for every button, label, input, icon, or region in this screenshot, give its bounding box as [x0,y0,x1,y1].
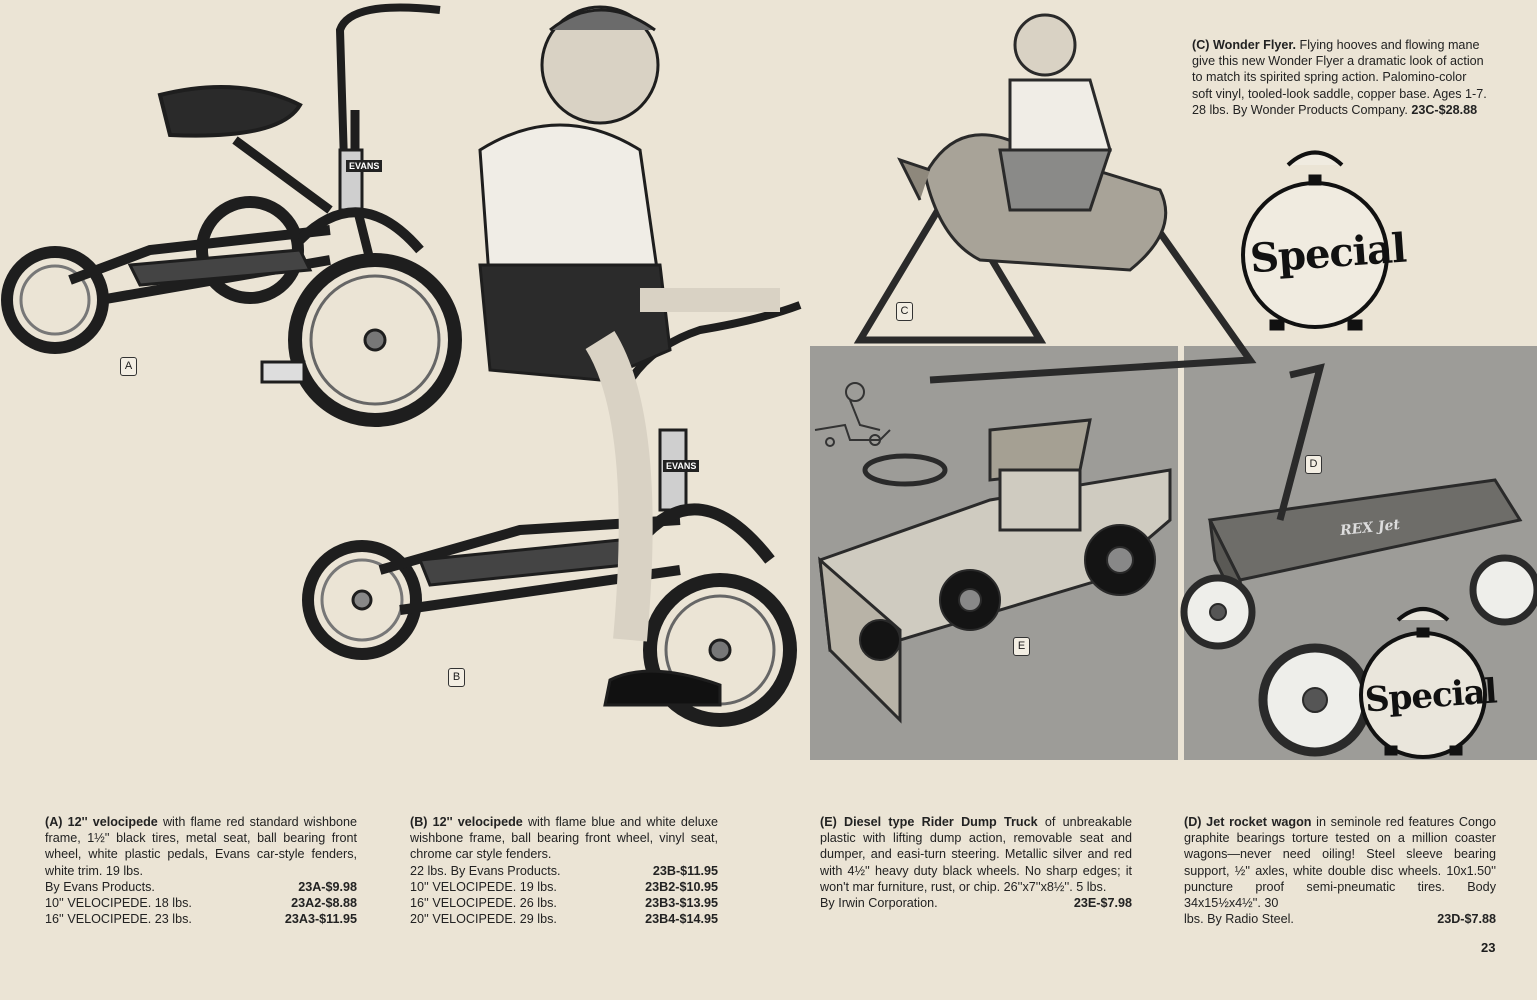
item-b-price-row: 22 lbs. By Evans Products. 23B-$11.95 [410,863,718,878]
item-b-title: (B) 12'' velocipede [410,815,523,829]
item-c-description [1192,37,1490,118]
item-e-description [820,814,1132,911]
marker-c: C [896,302,913,321]
marker-b: B [448,668,465,687]
item-a-title: (A) 12'' velocipede [45,815,158,829]
item-a-price-row: 16'' VELOCIPEDE. 23 lbs. 23A3-$11.95 [45,912,357,927]
item-a-description [45,814,357,927]
item-a-body: with flame red standard wishbone frame, 1½'' black tires, metal seat, ball bearing front wheel, white plastic pedals, Evans car-style fenders, white trim. 19 lbs. [45,815,358,878]
special-badge-label-top: Special [1248,224,1408,283]
wagon-brand-label: REX Jet [1339,516,1401,540]
item-c-body: Flying hooves and flowing mane give this new Wonder Flyer a dramatic look of action to match its spirited spring action. Palomino-color soft vinyl, tooled-look saddle, copper base. Ages 1-7. 28 lbs. By Wonder Products Company. [1192,38,1487,117]
tricycle-a-illustration [7,8,455,421]
item-e-price-row: By Irwin Corporation. 23E-$7.98 [820,896,1132,911]
marker-e: E [1013,637,1030,656]
item-b-price-row: 10'' VELOCIPEDE. 19 lbs. 23B2-$10.95 [410,879,718,894]
item-b-price-row: 20'' VELOCIPEDE. 29 lbs. 23B4-$14.95 [410,912,718,927]
special-badge-label-bottom: Special [1363,671,1498,721]
item-e-title: (E) Diesel type Rider Dump Truck [820,815,1038,829]
dump-truck-illustration [815,383,1170,720]
item-d-title: (D) Jet rocket wagon [1184,815,1312,829]
item-c-title: (C) Wonder Flyer. [1192,38,1297,52]
item-b-price-row: 16'' VELOCIPEDE. 26 lbs. 23B3-$13.95 [410,896,718,911]
marker-d: D [1305,455,1322,474]
item-d-price-row: lbs. By Radio Steel. 23D-$7.88 [1184,912,1496,927]
item-b-body: with flame blue and white deluxe wishbone frame, ball bearing front wheel, vinyl seat, chrome car style fenders. [410,815,719,862]
item-d-body: in seminole red features Congo graphite bearings torture tested on a million coaster wagons—never need oiling! Steel sleeve bearing support, ½'' axles, white double disc wheels. 10x1.50'' puncture proof semi-pneumatic tires. Body 34x15½x4½''. 30 [1184,815,1496,911]
tricycle-b-illustration [308,7,800,720]
item-b-description [410,814,718,927]
bike-brand-label-b: EVANS [663,460,699,472]
item-d-description [1184,814,1496,927]
item-a-price-row: 10'' VELOCIPEDE. 18 lbs. 23A2-$8.88 [45,896,357,911]
item-c-price: 23C-$28.88 [1411,102,1478,117]
page-number: 23 [1481,940,1496,955]
bike-brand-label-a: EVANS [346,160,382,172]
item-e-body: of unbreakable plastic with lifting dump action, removable seat and dumper, and easi-turn steering. Metallic silver and red with 4½'' heavy duty black wheels. No sharp edges; it won't mar furniture, rust, or chip. 26''x7''x8½''. 5 lbs. [820,815,1133,894]
marker-a: A [120,357,137,376]
item-a-price-row: By Evans Products. 23A-$9.98 [45,879,357,894]
